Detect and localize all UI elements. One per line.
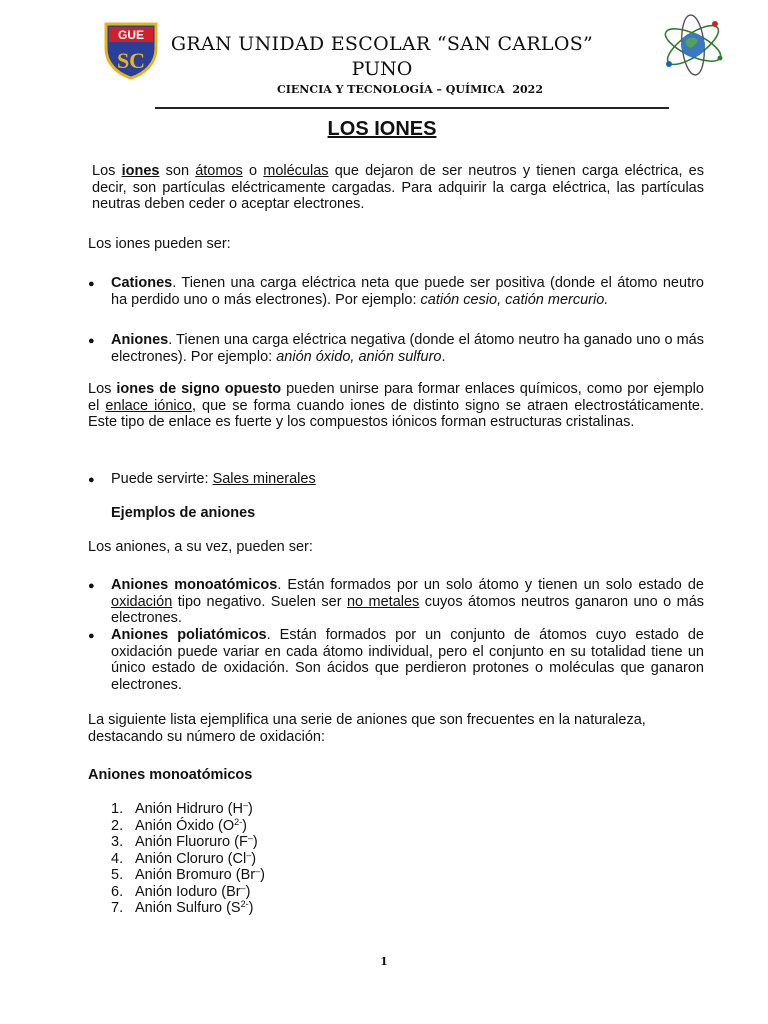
list-item bbox=[111, 900, 265, 917]
text: tipo negativo. Suelen ser bbox=[172, 593, 347, 610]
term: Aniones monoatómicos bbox=[111, 577, 278, 593]
charge-superscript: 2- bbox=[240, 899, 249, 909]
aniones-intro: Los aniones, a su vez, pueden ser: bbox=[88, 539, 313, 555]
list-item bbox=[111, 884, 265, 901]
charge-superscript: – bbox=[255, 866, 261, 876]
anion-name: Anión Sulfuro (S bbox=[135, 900, 241, 916]
bullet-icon: ● bbox=[88, 278, 95, 290]
charge-superscript: – bbox=[247, 833, 253, 843]
text: que dejaron de ser neutros y tienen carga eléctrica, es decir, son partículas eléctricamente cargadas. Para adquirir la carga eléctrica, las partículas neutras deben ceder o aceptar electrones. bbox=[92, 163, 704, 212]
text: Puede servirte: bbox=[111, 471, 213, 487]
list-item bbox=[111, 801, 265, 818]
text: pueden unirse para formar enlaces químicos, como por ejemplo el bbox=[88, 381, 704, 414]
charge-superscript: – bbox=[240, 882, 246, 893]
atom-globe-icon bbox=[660, 12, 726, 78]
list-item bbox=[111, 851, 265, 868]
text: Los bbox=[92, 163, 122, 179]
text: . Están formados por un solo átomo y tienen un solo estado de bbox=[277, 577, 704, 593]
link-iones[interactable]: iones bbox=[121, 163, 160, 179]
text: o bbox=[242, 163, 264, 179]
opuesto-paragraph bbox=[88, 381, 704, 431]
text: ) bbox=[252, 834, 258, 850]
text: . Tienen una carga eléctrica neta que puede ser positiva (donde el átomo neutro ha perdido uno o más electrones). Por ejemplo: bbox=[111, 275, 704, 308]
text: ) bbox=[260, 867, 265, 883]
charge-superscript: – bbox=[246, 849, 252, 860]
logo-text: GUE bbox=[117, 28, 145, 42]
list-item bbox=[111, 818, 265, 835]
link-no-metales[interactable]: no metales bbox=[346, 593, 420, 610]
term: Aniones bbox=[111, 332, 169, 348]
anion-name: Anión Fluoruro (F bbox=[135, 834, 248, 850]
list-number: 5. bbox=[111, 867, 124, 883]
monoatomicos-item bbox=[111, 577, 704, 627]
text: , que se forma cuando iones de distinto signo se atraen electrostáticamente. Este tipo de enlace es fuerte y los compuestos iónicos forman estructuras cristalinas. bbox=[88, 397, 704, 430]
link-moleculas[interactable]: moléculas bbox=[263, 163, 329, 179]
text: Los bbox=[88, 381, 117, 397]
header-rule bbox=[155, 107, 669, 109]
text: . bbox=[441, 348, 446, 365]
bullet-icon: ● bbox=[88, 474, 95, 486]
example: catión cesio, catión mercurio. bbox=[420, 291, 609, 308]
anion-name: Anión Cloruro (Cl bbox=[135, 850, 247, 867]
list-number: 6. bbox=[111, 883, 124, 900]
anion-name: Anión Hidruro (H bbox=[135, 801, 243, 817]
text: cuyos átomos neutros ganaron uno o más electrones. bbox=[111, 593, 705, 626]
text: ) bbox=[245, 883, 251, 900]
poliatomicos-item bbox=[111, 627, 704, 693]
aniones-item bbox=[111, 332, 704, 365]
text: ) bbox=[251, 850, 257, 867]
link-atomos[interactable]: átomos bbox=[195, 163, 243, 179]
mono-heading: Aniones monoatómicos bbox=[88, 767, 253, 783]
text: ) bbox=[248, 801, 253, 817]
list-item bbox=[111, 867, 265, 884]
link-sales-minerales[interactable]: Sales minerales bbox=[212, 471, 316, 487]
anion-name: Anión Bromuro (Br bbox=[135, 867, 256, 883]
subject-line: CIENCIA Y TECNOLOGÍA – QUÍMICA 2022 bbox=[276, 83, 543, 96]
list-number: 2. bbox=[111, 817, 124, 834]
list-number: 4. bbox=[111, 850, 124, 867]
page-title: LOS IONES bbox=[327, 118, 437, 140]
charge-superscript: – bbox=[243, 800, 249, 810]
lista-intro: La siguiente lista ejemplifica una serie de aniones que son frecuentes en la naturaleza, destacando su número de oxidación: bbox=[88, 712, 646, 745]
bullet-icon: ● bbox=[88, 630, 95, 642]
link-oxidacion[interactable]: oxidación bbox=[111, 593, 173, 610]
bullet-icon: ● bbox=[88, 335, 95, 347]
bullet-icon: ● bbox=[88, 580, 95, 592]
anion-list bbox=[111, 801, 265, 917]
school-city: PUNO bbox=[351, 58, 413, 80]
link-enlace-ionico[interactable]: enlace iónico bbox=[105, 397, 192, 414]
term: iones de signo opuesto bbox=[116, 381, 282, 397]
servirte-item bbox=[111, 471, 316, 488]
list-number: 1. bbox=[111, 801, 124, 817]
intro-paragraph bbox=[92, 163, 704, 213]
school-name: GRAN UNIDAD ESCOLAR “SAN CARLOS” bbox=[170, 33, 594, 55]
logo-monogram: SC bbox=[116, 48, 146, 73]
text: ) bbox=[242, 817, 247, 834]
ejemplos-heading: Ejemplos de aniones bbox=[111, 505, 256, 521]
list-number: 3. bbox=[111, 834, 124, 850]
charge-superscript: 2- bbox=[234, 816, 243, 827]
page-number: 1 bbox=[380, 955, 388, 968]
text: son bbox=[159, 163, 196, 179]
text: ) bbox=[248, 900, 254, 916]
anion-name: Anión Ioduro (Br bbox=[135, 883, 241, 900]
cationes-item bbox=[111, 275, 704, 308]
text: . Están formados por un conjunto de átomos cuyo estado de oxidación puede variar en cada átomo individual, pero el conjunto en su totalidad tiene un único estado de oxidación. Son ácidos que perdieron protones o moléculas que ganaron electrones. bbox=[111, 627, 704, 693]
types-intro: Los iones pueden ser: bbox=[88, 236, 231, 252]
list-item bbox=[111, 834, 265, 851]
term: Aniones poliatómicos bbox=[111, 627, 267, 643]
term: Cationes bbox=[111, 275, 173, 291]
anion-name: Anión Óxido (O bbox=[135, 817, 235, 834]
example: anión óxido, anión sulfuro bbox=[276, 348, 442, 365]
list-number: 7. bbox=[111, 900, 124, 916]
text: . Tienen una carga eléctrica negativa (donde el átomo neutro ha ganado uno o más electrones). Por ejemplo: bbox=[111, 332, 704, 365]
